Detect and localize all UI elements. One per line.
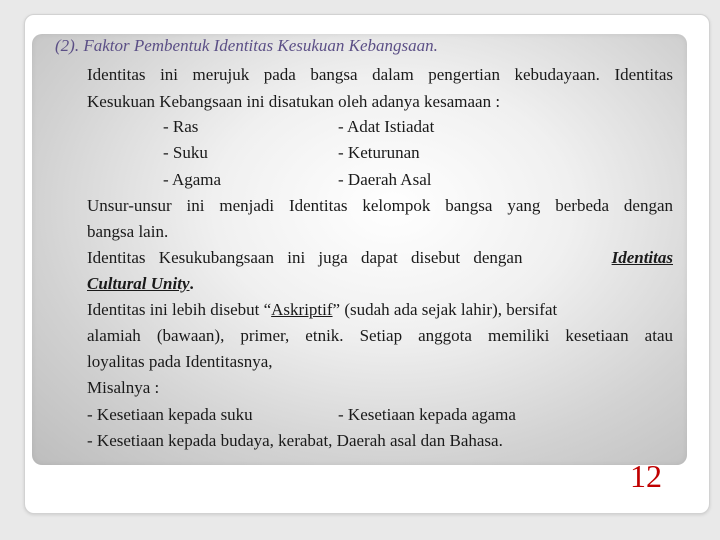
example-suku: - Kesetiaan kepada suku: [87, 405, 253, 424]
kesukubangsaan-line: [87, 248, 673, 268]
unsur-line-1: Unsur-unsur ini menjadi Identitas kelompok bangsa yang berbeda dengan: [87, 196, 673, 215]
alamiah-line: alamiah (bawaan), primer, etnik. Setiap anggota memiliki kesetiaan atau: [87, 326, 673, 345]
list-item-ras: - Ras: [163, 117, 199, 136]
example-budaya: - Kesetiaan kepada budaya, kerabat, Daerah asal dan Bahasa.: [87, 431, 503, 450]
askriptif-word: Askriptif: [271, 300, 333, 319]
askriptif-prefix: Identitas ini lebih disebut “: [87, 300, 272, 319]
intro-line-1: Identitas ini merujuk pada bangsa dalam pengertian kebudayaan. Identitas: [87, 65, 673, 84]
askriptif-text: [87, 300, 557, 320]
cultural-unity-line: [87, 274, 194, 294]
page-number: 12: [630, 458, 662, 494]
cultural-unity-emphasis: Cultural Unity: [87, 274, 190, 293]
cultural-unity-period: .: [189, 274, 194, 293]
example-agama: - Kesetiaan kepada agama: [338, 405, 516, 424]
askriptif-suffix: ” (sudah ada sejak lahir), bersifat: [332, 300, 558, 319]
identitas-emphasis: Identitas: [611, 248, 673, 267]
askriptif-line: [87, 300, 673, 320]
loyalitas-line: loyalitas pada Identitasnya,: [87, 352, 273, 371]
kesukubangsaan-text: Identitas Kesukubangsaan ini juga dapat disebut dengan: [87, 248, 523, 267]
misalnya-line: Misalnya :: [87, 378, 160, 397]
list-item-daerah-asal: - Daerah Asal: [338, 170, 432, 189]
unsur-line-2: bangsa lain.: [87, 222, 169, 241]
slide-heading: (2). Faktor Pembentuk Identitas Kesukuan Kebangsaan.: [55, 36, 438, 55]
intro-line-2: Kesukuan Kebangsaan ini disatukan oleh adanya kesamaan :: [87, 92, 501, 111]
list-item-keturunan: - Keturunan: [338, 143, 420, 162]
list-item-suku: - Suku: [163, 143, 208, 162]
list-item-adat-istiadat: - Adat Istiadat: [338, 117, 435, 136]
list-item-agama: - Agama: [163, 170, 222, 189]
